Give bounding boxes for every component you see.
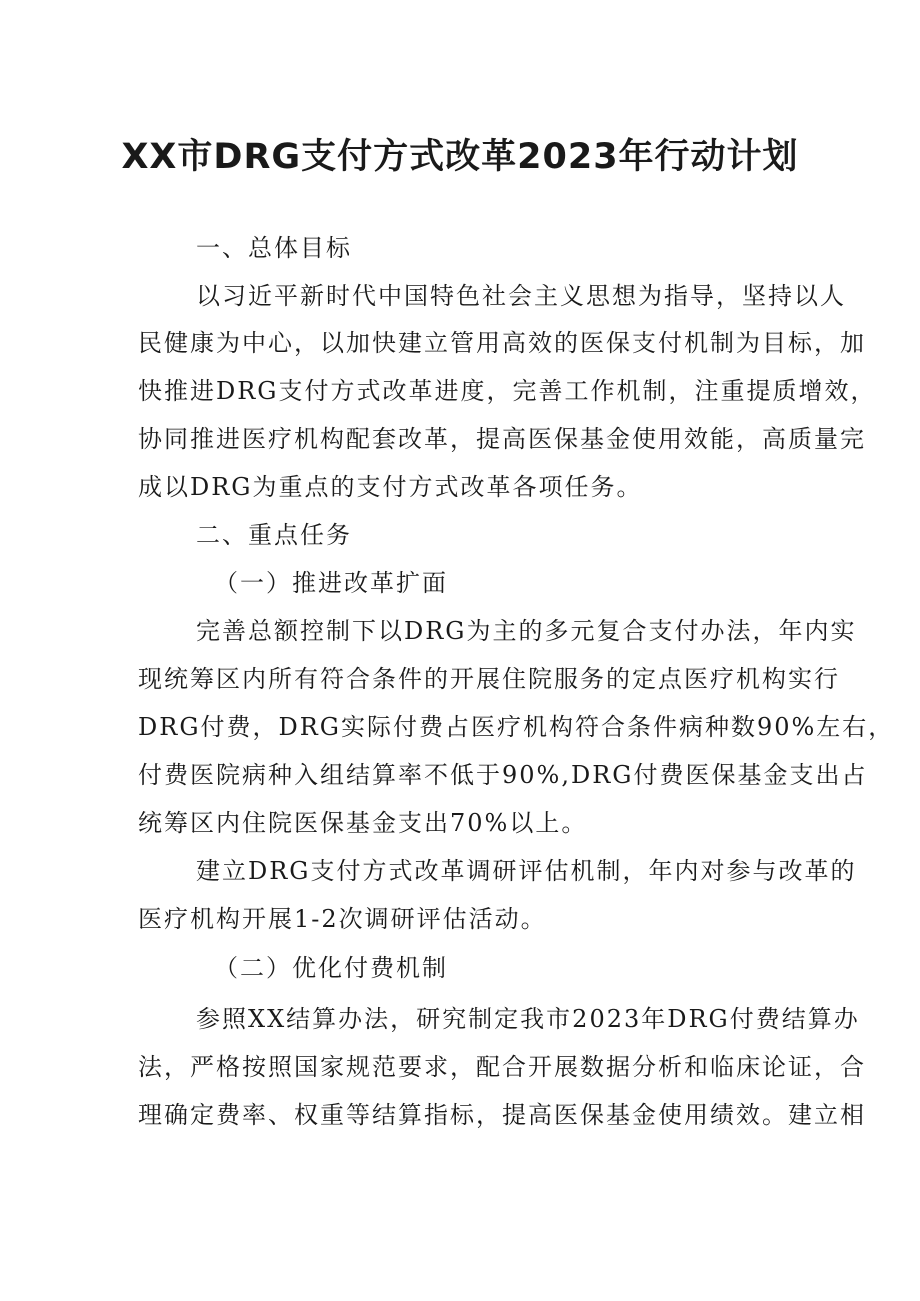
section-heading-key-tasks: 二、重点任务	[196, 521, 352, 549]
paragraph-line: DRG付费，DRG实际付费占医疗机构符合条件病种数90%左右，	[138, 713, 895, 741]
subsection-heading-expand-reform: （一）推进改革扩面	[214, 569, 448, 597]
paragraph-line: 现统筹区内所有符合条件的开展住院服务的定点医疗机构实行	[138, 665, 840, 693]
paragraph-line: 统筹区内住院医保基金支出70%以上。	[138, 809, 588, 837]
document-title: XX市DRG支付方式改革2023年行动计划	[121, 137, 799, 177]
paragraph-line: 付费医院病种入组结算率不低于90%,DRG付费医保基金支出占	[138, 761, 868, 789]
paragraph-line: 参照XX结算办法，研究制定我市2023年DRG付费结算办	[196, 1005, 860, 1033]
paragraph-line: 民健康为中心，以加快建立管用高效的医保支付机制为目标，加	[138, 329, 866, 357]
paragraph-line: 以习近平新时代中国特色社会主义思想为指导，坚持以人	[196, 282, 846, 310]
paragraph-line: 快推进DRG支付方式改革进度，完善工作机制，注重提质增效，	[138, 377, 877, 405]
subsection-heading-optimize-payment: （二）优化付费机制	[214, 954, 448, 982]
paragraph-line: 医疗机构开展1-2次调研评估活动。	[138, 905, 547, 933]
paragraph-line: 法，严格按照国家规范要求，配合开展数据分析和临床论证，合	[138, 1053, 866, 1081]
paragraph-line: 协同推进医疗机构配套改革，提高医保基金使用效能，高质量完	[138, 425, 866, 453]
paragraph-line: 成以DRG为重点的支付方式改革各项任务。	[138, 473, 643, 501]
section-heading-overall-goal: 一、总体目标	[196, 234, 352, 262]
paragraph-line: 理确定费率、权重等结算指标，提高医保基金使用绩效。建立相	[138, 1101, 866, 1129]
paragraph-line: 建立DRG支付方式改革调研评估机制，年内对参与改革的	[196, 857, 857, 885]
paragraph-line: 完善总额控制下以DRG为主的多元复合支付办法，年内实	[196, 617, 857, 645]
